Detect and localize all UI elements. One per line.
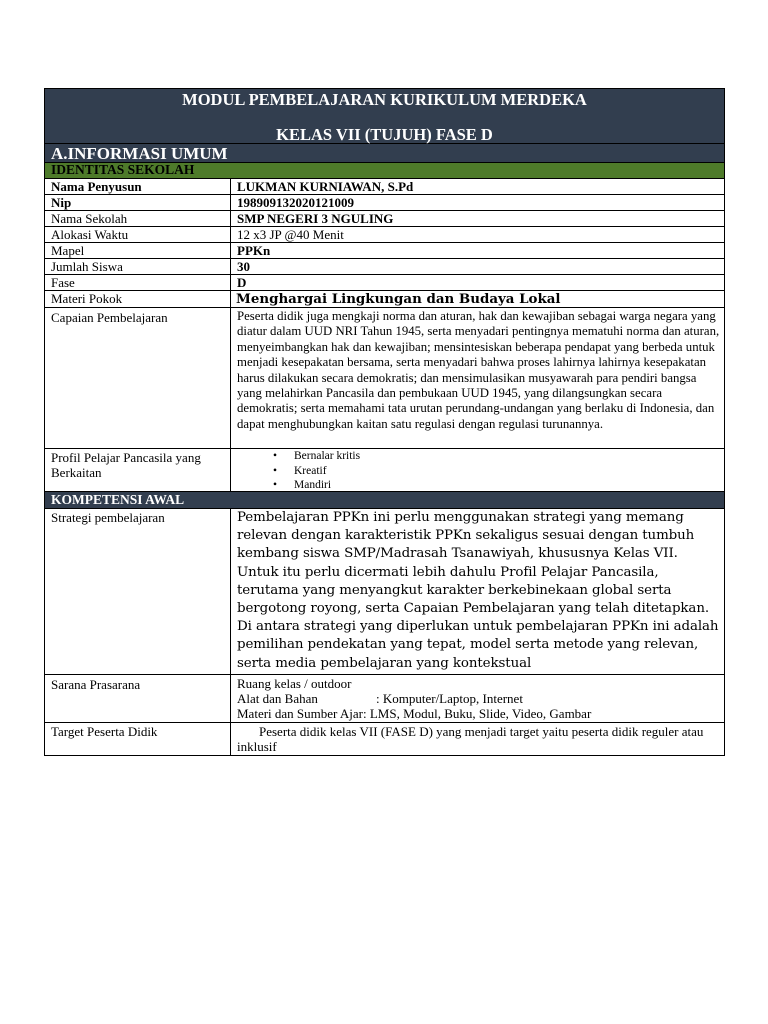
value-profil — [231, 449, 724, 491]
label-alokasi-waktu: Alokasi Waktu — [45, 227, 231, 242]
row-jumlah-siswa — [44, 259, 725, 275]
value-fase: D — [237, 275, 247, 290]
row-nip — [44, 195, 725, 211]
list-item: • Kreatif — [273, 464, 327, 477]
label-nip: Nip — [45, 195, 231, 210]
label-strategi: Strategi pembelajaran — [45, 509, 231, 674]
row-profil — [44, 449, 725, 492]
label-materi-pokok: Materi Pokok — [45, 291, 231, 307]
profil-list — [231, 449, 720, 493]
section-a-heading: A.INFORMASI UMUM — [44, 144, 725, 163]
label-nama-penyusun: Nama Penyusun — [45, 179, 231, 194]
document-header — [44, 88, 725, 144]
title-line-2: KELAS VII (TUJUH) FASE D — [276, 125, 493, 144]
row-strategi — [44, 509, 725, 675]
label-sarana: Sarana Prasarana — [45, 675, 231, 722]
label-jumlah-siswa: Jumlah Siswa — [45, 259, 231, 274]
identitas-heading: IDENTITAS SEKOLAH — [44, 163, 725, 179]
kompetensi-heading: KOMPETENSI AWAL — [44, 492, 725, 509]
row-capaian — [44, 308, 725, 449]
sarana-line-3: Materi dan Sumber Ajar: LMS, Modul, Buku, Slide, Video, Gambar — [237, 706, 592, 721]
label-fase: Fase — [45, 275, 231, 290]
label-mapel: Mapel — [45, 243, 231, 258]
row-mapel — [44, 243, 725, 259]
value-strategi: Pembelajaran PPKn ini perlu menggunakan strategi yang memang relevan dengan karakteristik PPKn sekaligus sesuai dengan tumbuh kembang siswa SMP/Madrasah Tsanawiyah, khususnya Kelas VII. Untuk itu perlu dicermati lebih dahulu Profil Pelajar Pancasila, terutama yang menyangkut karakter berkebinekaan global serta bergotong royong, serta Capaian Pembelajaran yang telah ditetapkan. Di antara strategi yang diperlukan untuk pembelajaran PPKn ini adalah pemilihan pendekatan yang tepat, model serta metode yang relevan, serta media pembelajaran yang kontekstual — [237, 510, 719, 671]
label-nama-sekolah: Nama Sekolah — [45, 211, 231, 226]
value-capaian: Peserta didik juga mengkaji norma dan aturan, hak dan kewajiban sebagai warga negara yang diatur dalam UUD NRI Tahun 1945, serta menyadari pentingnya mematuhi norma dan aturan, menyeimbangkan hak dan kewajiban; mensintesiskan beberapa pendapat yang berbeda untuk menjadi kesepakatan bersama, serta menyadari bahwa proses lahirnya lahirnya kesepakatan harus dilakukan secara demokratis; dan mensimulasikan musyawarah para pendiri bangsa yang melahirkan Pancasila dan pembukaan UUD 1945, yang dilangsungkan secara demokratis; serta memahami tata urutan perundang-undangan yang berlaku di Indonesia, dan dapat menghubungkan kaitan satu regulasi dengan regulasi turunannya. — [237, 309, 720, 431]
document-table — [44, 88, 725, 756]
value-nip: 198909132020121009 — [237, 195, 354, 210]
row-materi-pokok — [44, 291, 725, 308]
sarana-line-2: Alat dan Bahan : Komputer/Laptop, Internet — [237, 691, 523, 706]
title-line-1: MODUL PEMBELAJARAN KURIKULUM MERDEKA — [182, 90, 587, 109]
list-item: • Mandiri — [273, 479, 332, 491]
row-nama-penyusun — [44, 179, 725, 195]
value-nama-penyusun: LUKMAN KURNIAWAN, S.Pd — [237, 179, 414, 194]
row-fase — [44, 275, 725, 291]
value-jumlah-siswa: 30 — [237, 259, 250, 274]
value-alokasi-waktu: 12 x3 JP @40 Menit — [237, 227, 344, 242]
list-item: • Bernalar kritis — [273, 450, 361, 462]
label-capaian: Capaian Pembelajaran — [45, 308, 231, 448]
value-sarana — [231, 675, 724, 722]
sarana-line-1: Ruang kelas / outdoor — [237, 676, 352, 691]
row-sarana — [44, 675, 725, 723]
label-target: Target Peserta Didik — [45, 723, 231, 755]
value-target: Peserta didik kelas VII (FASE D) yang menjadi target yaitu peserta didik reguler atau inklusif — [237, 724, 704, 754]
value-materi-pokok: Menghargai Lingkungan dan Budaya Lokal — [236, 291, 561, 307]
row-target — [44, 723, 725, 756]
value-nama-sekolah: SMP NEGERI 3 NGULING — [237, 211, 394, 226]
row-alokasi-waktu — [44, 227, 725, 243]
label-profil: Profil Pelajar Pancasila yang Berkaitan — [45, 449, 231, 491]
value-mapel: PPKn — [237, 243, 271, 258]
row-nama-sekolah — [44, 211, 725, 227]
